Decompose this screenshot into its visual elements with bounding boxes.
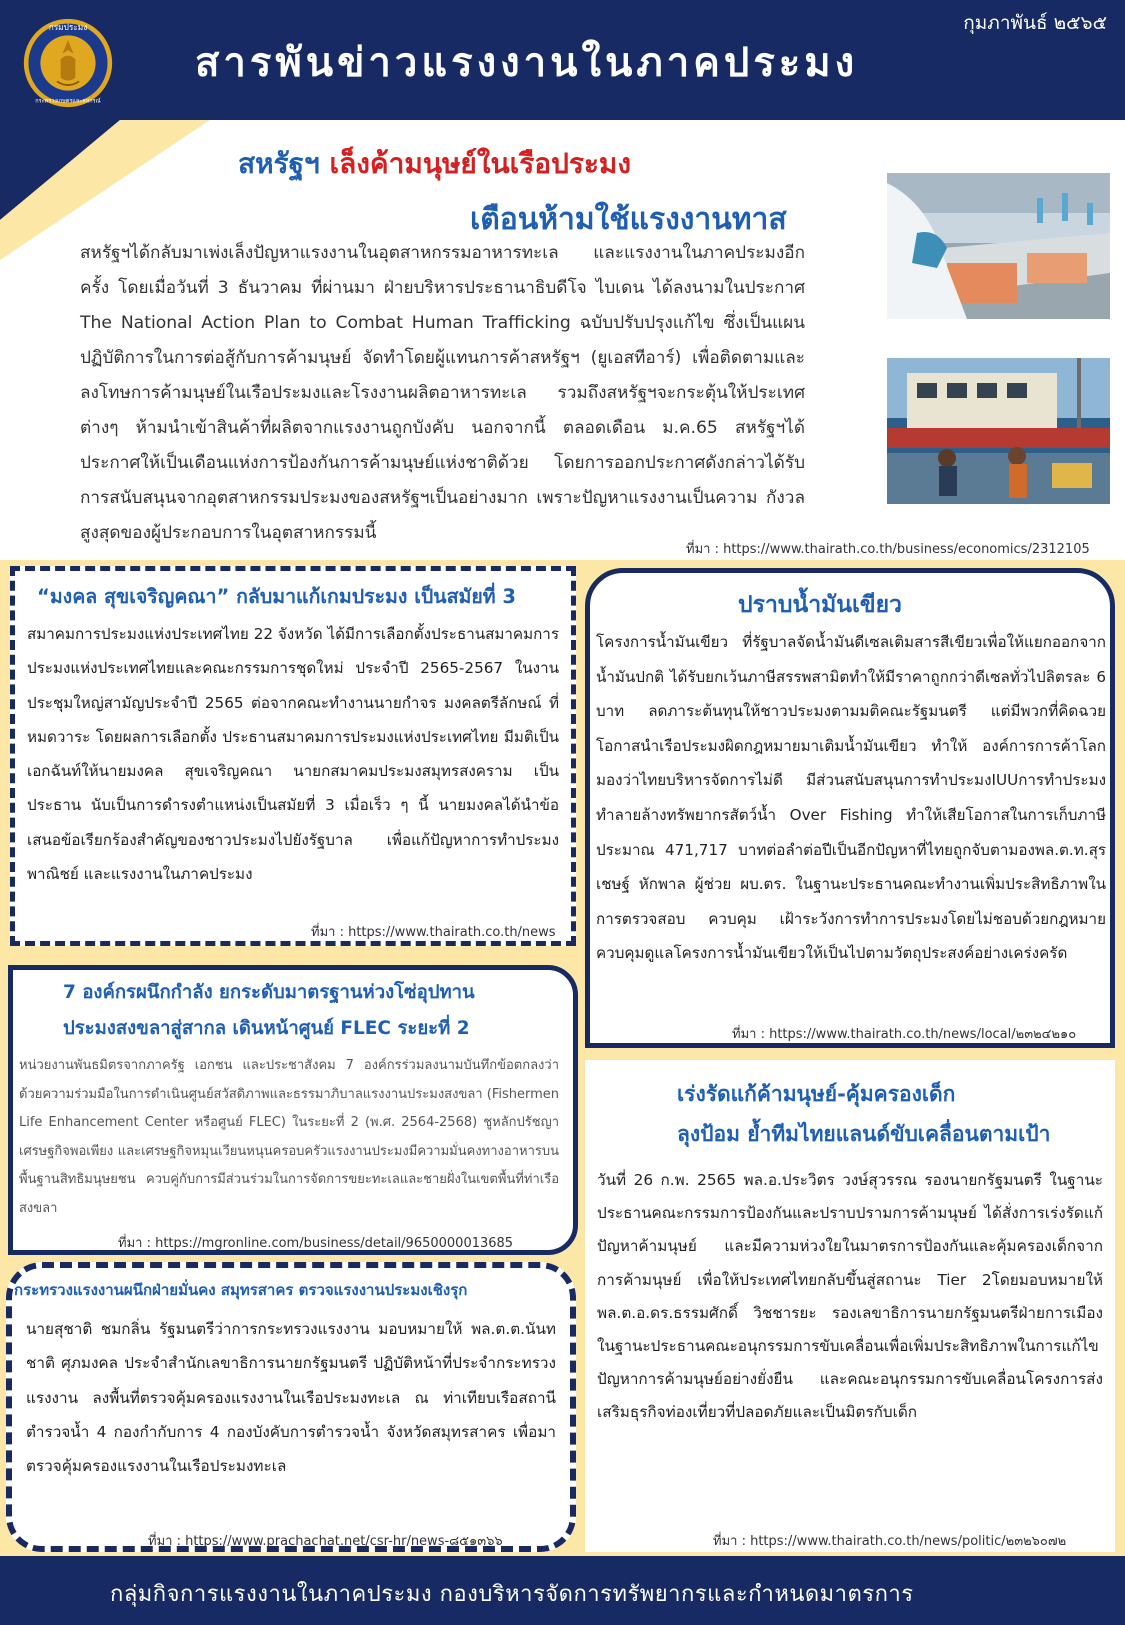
article-body-trafficking: วันที่ 26 ก.พ. 2565 พล.อ.ประวิตร วงษ์สุวรรณ รองนายกรัฐมนตรี ในฐานะประธานคณะกรรมการป้องกันและปราบปรามการค้ามนุษย์ ได้สั่งการเร่งรัดแก้ปัญหาค้ามนุษย์ และมีความห่วงใยในมาตรการป้องกันและคุ้มครองเด็กจากการค้ามนุษย์ เพื่อให้ประเทศไทยกลับขึ้นสู่สถานะ Tier 2โดยมอบหมายให้ พล.ต.อ.ดร.ธรรมศักดิ์ วิชชารยะ รองเลขาธิการนายกรัฐมนตรีฝ่ายการเมือง ในฐานะประธานคณะอนุกรรมการขับเคลื่อนเพื่อเพิ่มประสิทธิภาพในการแก้ไขปัญหาการค้ามนุษย์อย่างยั่งยืน และคณะอนุกรรมการขับเคลื่อนโครงการส่งเสริมธุรกิจท่องเที่ยวที่ปลอดภัยและเป็นมิตรกับเด็ก	[597, 1171, 1103, 1422]
article-source-labor-ministry: ที่มา : https://www.prachachat.net/csr-hr/news-๘๕๑๓๖๖	[148, 1534, 503, 1549]
lead-source: ที่มา : https://www.thairath.co.th/business/economics/2312105	[686, 542, 1090, 557]
article-title-trafficking-line2: ลุงป้อม ย้ำทีมไทยแลนด์ขับเคลื่อนตามเป้า	[677, 1122, 1051, 1146]
article-source-flec: ที่มา : https://mgronline.com/business/detail/9650000013685	[118, 1236, 514, 1251]
article-body-flec: หน่วยงานพันธมิตรจากภาครัฐ เอกชน และประชาสังคม 7 องค์กรร่วมลงนามบันทึกข้อตกลงว่าด้วยความร่วมมือในการดำเนินศูนย์สวัสดิภาพและธรรมาภิบาลแรงงานประมงสงขลา (Fishermen Life Enhancement Center หรือศูนย์ FLEC) ในระยะที่ 2 (พ.ศ. 2564-2568) ชูหลักปรัชญาเศรษฐกิจพอเพียง และเศรษฐกิจหมุนเวียนหนุนครอบครัวแรงงานประมงมีความมั่นคงทางอาหารบนพื้นฐานสิทธิมนุษยชน ควบคู่กับการมีส่วนร่วมในการจัดการขยะทะเลและชายฝั่งในเขตพื้นที่ท่าเรือสงขลา	[19, 1058, 559, 1216]
footer-text: กลุ่มกิจการแรงงานในภาคประมง กองบริหารจัดการทรัพยากรและกำหนดมาตรการ	[110, 1582, 914, 1607]
article-box-trafficking	[585, 1060, 1115, 1552]
newsletter-title: สารพันข่าวแรงงานในภาคประมง	[195, 39, 859, 86]
article-title-flec-line1: 7 องค์กรผนึกกำลัง ยกระดับมาตรฐานห่วงโซ่อุปทาน	[63, 982, 475, 1003]
article-source-green-oil: ที่มา : https://www.thairath.co.th/news/local/๒๓๒๔๒๑๐	[732, 1027, 1077, 1042]
lead-headline-part2: เล็งค้ามนุษย์ในเรือประมง	[329, 147, 632, 180]
article-box-green-oil	[585, 568, 1115, 1048]
lead-body-text: สหรัฐฯได้กลับมาเพ่งเล็งปัญหาแรงงานในอุตสาหกรรมอาหารทะเล และแรงงานในภาคประมงอีกครั้ง โดยเมื่อวันที่ 3 ธันวาคม ที่ผ่านมา ฝ่ายบริหารประธานาธิบดีโจ ไบเดน ได้ลงนามในประกาศ The National Action Plan to Combat Human Trafficking ฉบับปรับปรุงแก้ไข ซึ่งเป็นแผนปฏิบัติการในการต่อสู้กับการค้ามนุษย์ จัดทำโดยผู้แทนการค้าสหรัฐฯ (ยูเอสทีอาร์) เพื่อติดตามและลงโทษการค้ามนุษย์ในเรือประมงและโรงงานผลิตอาหารทะเล รวมถึงสหรัฐฯจะกระตุ้นให้ประเทศต่างๆ ห้ามนำเข้าสินค้าที่ผลิตจากแรงงานถูกบังคับ นอกจากนี้ ตลอดเดือน ม.ค.65 สหรัฐฯได้ประกาศให้เป็นเดือนแห่งการป้องกันการค้ามนุษย์แห่งชาติด้วย โดยการออกประกาศดังกล่าวได้รับการสนับสนุนจากอุตสาหกรรมประมงของสหรัฐฯเป็นอย่างมาก เพราะปัญหาแรงงานเป็นความ กังวลสูงสุดของผู้ประกอบการในอุตสาหกรรมนี้	[80, 243, 805, 543]
article-box-flec	[8, 965, 578, 1255]
fishing-boat-crew-photo	[887, 358, 1110, 504]
article-body-green-oil: โครงการน้ำมันเขียว ที่รัฐบาลจัดน้ำมันดีเซลเติมสารสีเขียวเพื่อให้แยกออกจากน้ำมันปกติ ได้รับยกเว้นภาษีสรรพสามิตทำให้มีราคาถูกกว่าดีเซลทั่วไปลิตรละ 6 บาท ลดภาระต้นทุนให้ชาวประมงตามมติคณะรัฐมนตรี แต่มีพวกที่คิดฉวยโอกาสนำเรือประมงผิดกฎหมายมาเติมน้ำมันเขียว ทำให้ องค์การการค้าโลก มองว่าไทยบริหารจัดการไม่ดี มีส่วนสนับสนุนการทำประมงIUUการทำประมงทำลายล้างทรัพยากรสัตว์น้ำ Over Fishing ทำให้เสียโอกาสในการเก็บภาษีประมาณ 471,717 บาทต่อลำต่อปีเป็นอีกปัญหาที่ไทยถูกจับตามองพล.ต.ท.สุรเชษฐ์ หักพาล ผู้ช่วย ผบ.ตร. ในฐานะประธานคณะทำงานเพิ่มประสิทธิภาพในการตรวจสอบ ควบคุม เฝ้าระวังการทำการประมงโดยไม่ชอบด้วยกฎหมาย ควบคุมดูแลโครงการน้ำมันเขียวให้เป็นไปตามวัตถุประสงค์อย่างเคร่งครัด	[596, 633, 1106, 963]
department-seal-logo	[22, 17, 114, 109]
lead-subheadline: เตือนห้ามใช้แรงงานทาส	[470, 202, 787, 237]
article-title-labor-ministry: กระทรวงแรงงานผนึกฝ่ายมั่นคง สมุทรสาคร ตรวจแรงงานประมงเชิงรุก	[14, 1281, 468, 1299]
svg-text:กระทรวงเกษตรและสหกรณ์: กระทรวงเกษตรและสหกรณ์	[35, 98, 101, 105]
article-source-mongkol: ที่มา : https://www.thairath.co.th/news	[311, 925, 556, 940]
article-source-trafficking: ที่มา : https://www.thairath.co.th/news/politic/๒๓๒๖๐๗๒	[713, 1534, 1067, 1549]
issue-date: กุมภาพันธ์ ๒๕๖๕	[963, 12, 1107, 34]
article-box-mongkol	[10, 566, 576, 946]
article-body-labor-ministry: นายสุชาติ ชมกลิ่น รัฐมนตรีว่าการกระทรวงแรงงาน มอบหมายให้ พล.ต.ต.นันทชาติ ศุภมงคล ประจำสำนักเลขาธิการนายกรัฐมนตรี ปฏิบัติหน้าที่ประจำกระทรวงแรงงาน ลงพื้นที่ตรวจคุ้มครองแรงงานในเรือประมงทะเล ณ ท่าเทียบเรือสถานีตำรวจน้ำ 4 กองกำกับการ 4 กองบังคับการตำรวจน้ำ จังหวัดสมุทรสาคร เพื่อมาตรวจคุ้มครองแรงงานในเรือประมงทะเล	[26, 1320, 556, 1476]
article-title-trafficking-line1: เร่งรัดแก้ค้ามนุษย์-คุ้มครองเด็ก	[677, 1082, 956, 1106]
lead-headline	[238, 142, 631, 186]
article-body-mongkol: สมาคมการประมงแห่งประเทศไทย 22 จังหวัด ได้มีการเลือกตั้งประธานสมาคมการประมงแห่งประเทศไทยและคณะกรรมการชุดใหม่ ประจำปี 2565-2567 ในงานประชุมใหญ่สามัญประจำปี 2565 ต่อจากคณะทำงานนายกำจร มงคลตรีลักษณ์ ที่หมดวาระ โดยผลการเลือกตั้ง ประธานสมาคมการประมงแห่งประเทศไทย มีมติเป็นเอกฉันท์ให้นายมงคล สุขเจริญคณา นายกสมาคมประมงสมุทรสงคราม เป็นประธาน นับเป็นการดำรงตำแหน่งเป็นสมัยที่ 3 เมื่อเร็ว ๆ นี้ นายมงคลได้นำข้อเสนอข้อเรียกร้องสำคัญของชาวประมงไปยังรัฐบาล เพื่อแก้ปัญหาการทำประมงพาณิชย์ และแรงงานในภาคประมง	[27, 625, 559, 884]
svg-text:กรมประมง: กรมประมง	[48, 21, 88, 32]
article-box-labor-ministry	[6, 1262, 576, 1552]
article-title-flec-line2: ประมงสงขลาสู่สากล เดินหน้าศูนย์ FLEC ระยะที่ 2	[63, 1018, 470, 1039]
lead-headline-part1: สหรัฐฯ	[238, 147, 330, 180]
footer-bar	[0, 1556, 1125, 1625]
article-title-mongkol: “มงคล สุขเจริญคณา” กลับมาแก้เกมประมง เป็นสมัยที่ 3	[37, 585, 516, 608]
header-bar	[0, 0, 1125, 120]
article-title-green-oil: ปราบน้ำมันเขียว	[738, 592, 902, 618]
seafood-factory-photo	[887, 173, 1110, 319]
